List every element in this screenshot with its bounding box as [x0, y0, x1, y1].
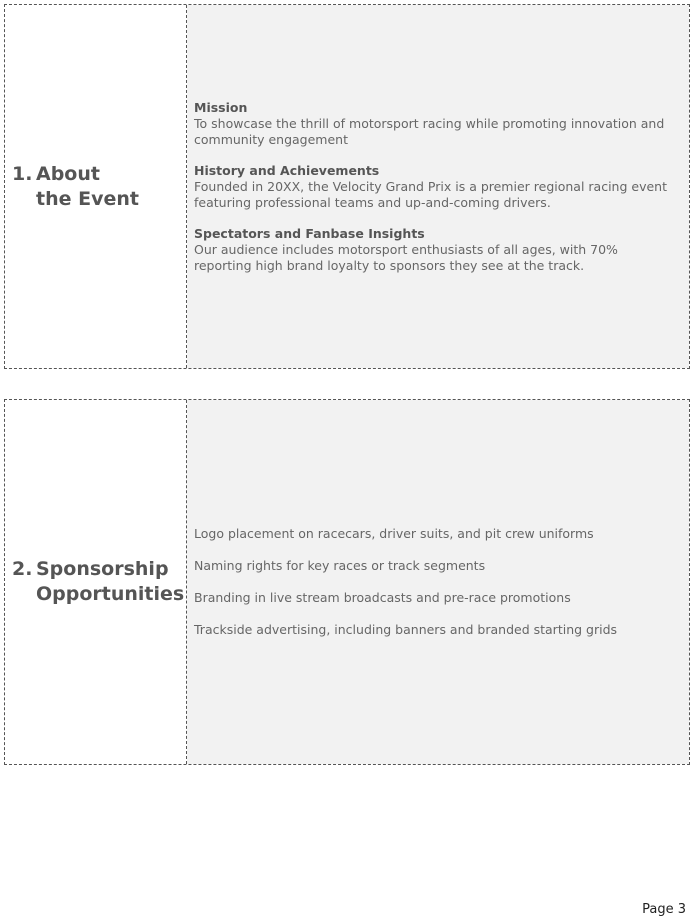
opportunity-item: Trackside advertising, including banners and branded starting grids: [194, 622, 618, 637]
section-number: 2.: [12, 558, 33, 580]
block-body: Founded in 20XX, the Velocity Grand Prix is a premier regional racing event featuring professional teams and up-and-coming drivers.: [194, 178, 667, 210]
section-title: Sponsorship Opportunities: [36, 558, 185, 605]
section-heading-cell: [5, 5, 187, 368]
opportunity-item: Naming rights for key races or track segments: [194, 558, 486, 573]
block-title: Mission: [194, 99, 248, 115]
section-heading: [12, 162, 139, 212]
section-title: About the Event: [36, 162, 139, 210]
sponsorship-section: [4, 399, 690, 765]
block-body: Our audience includes motorsport enthusiasts of all ages, with 70% reporting high brand loyalty to sponsors they see at the track.: [194, 241, 618, 273]
section-content-cell: [187, 400, 689, 764]
section-heading-cell: [5, 400, 187, 764]
history-block: [194, 163, 679, 211]
section-heading: [12, 557, 184, 607]
section-number: 1.: [12, 162, 33, 185]
fanbase-block: [194, 226, 679, 274]
page-number: Page 3: [642, 902, 686, 917]
section-content-cell: [187, 5, 689, 368]
block-body: To showcase the thrill of motorsport racing while promoting innovation and community engagement: [194, 115, 665, 147]
block-title: Spectators and Fanbase Insights: [194, 225, 425, 241]
opportunity-item: Logo placement on racecars, driver suits, and pit crew uniforms: [194, 526, 594, 541]
about-event-section: [4, 4, 690, 369]
opportunity-item: Branding in live stream broadcasts and pre-race promotions: [194, 590, 571, 605]
mission-block: [194, 100, 679, 148]
block-title: History and Achievements: [194, 162, 380, 178]
